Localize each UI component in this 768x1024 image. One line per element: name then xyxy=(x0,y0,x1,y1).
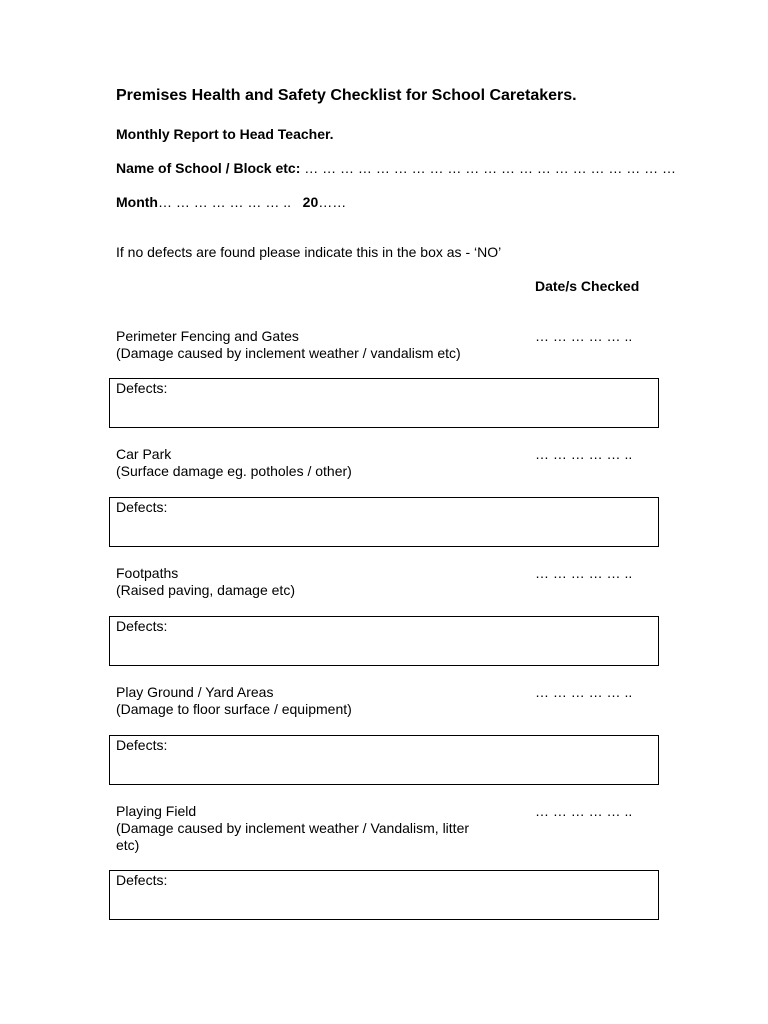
defects-box-playing-field[interactable] xyxy=(109,870,659,920)
instruction-text: If no defects are found please indicate this in the box as - ‘NO’ xyxy=(116,244,502,260)
month-dots[interactable]: … … … … … … … .. xyxy=(157,194,291,210)
document-title: Premises Health and Safety Checklist for School Caretakers. xyxy=(116,87,577,104)
defects-box-car-park[interactable] xyxy=(109,497,659,547)
month-field[interactable] xyxy=(116,194,346,210)
defects-box-play-ground[interactable] xyxy=(109,735,659,785)
school-name-label: Name of School / Block etc: xyxy=(116,160,301,176)
item-date-playing-field[interactable]: … … … … … .. xyxy=(535,803,633,819)
defects-label: Defects: xyxy=(116,737,168,753)
item-desc-footpaths: (Raised paving, damage etc) xyxy=(116,582,295,598)
item-date-car-park[interactable]: … … … … … .. xyxy=(535,446,633,462)
item-date-perimeter-fencing[interactable]: … … … … … .. xyxy=(535,328,633,344)
month-label: Month xyxy=(116,194,158,210)
defects-label: Defects: xyxy=(116,618,168,634)
school-name-field[interactable] xyxy=(116,160,676,176)
item-desc-playing-field: (Damage caused by inclement weather / Vandalism, litter etc) xyxy=(116,820,470,853)
item-date-footpaths[interactable]: … … … … … .. xyxy=(535,565,633,581)
item-title-perimeter-fencing: Perimeter Fencing and Gates xyxy=(116,328,299,344)
date-checked-header: Date/s Checked xyxy=(535,278,640,294)
document-subtitle: Monthly Report to Head Teacher. xyxy=(116,126,334,142)
defects-label: Defects: xyxy=(116,380,168,396)
item-desc-play-ground: (Damage to floor surface / equipment) xyxy=(116,701,352,717)
defects-label: Defects: xyxy=(116,872,168,888)
defects-box-footpaths[interactable] xyxy=(109,616,659,666)
item-title-play-ground: Play Ground / Yard Areas xyxy=(116,684,274,700)
item-title-car-park: Car Park xyxy=(116,446,172,462)
school-name-dots[interactable]: … … … … … … … … … … … … … … … … … … … … … xyxy=(304,160,677,176)
defects-label: Defects: xyxy=(116,499,168,515)
year-dots[interactable]: …… xyxy=(318,194,347,210)
defects-box-perimeter-fencing[interactable] xyxy=(109,378,659,428)
item-title-footpaths: Footpaths xyxy=(116,565,179,581)
item-desc-perimeter-fencing: (Damage caused by inclement weather / vandalism etc) xyxy=(116,345,461,361)
year-label: 20 xyxy=(302,194,319,210)
item-desc-car-park: (Surface damage eg. potholes / other) xyxy=(116,463,352,479)
item-title-playing-field: Playing Field xyxy=(116,803,197,819)
item-date-play-ground[interactable]: … … … … … .. xyxy=(535,684,633,700)
